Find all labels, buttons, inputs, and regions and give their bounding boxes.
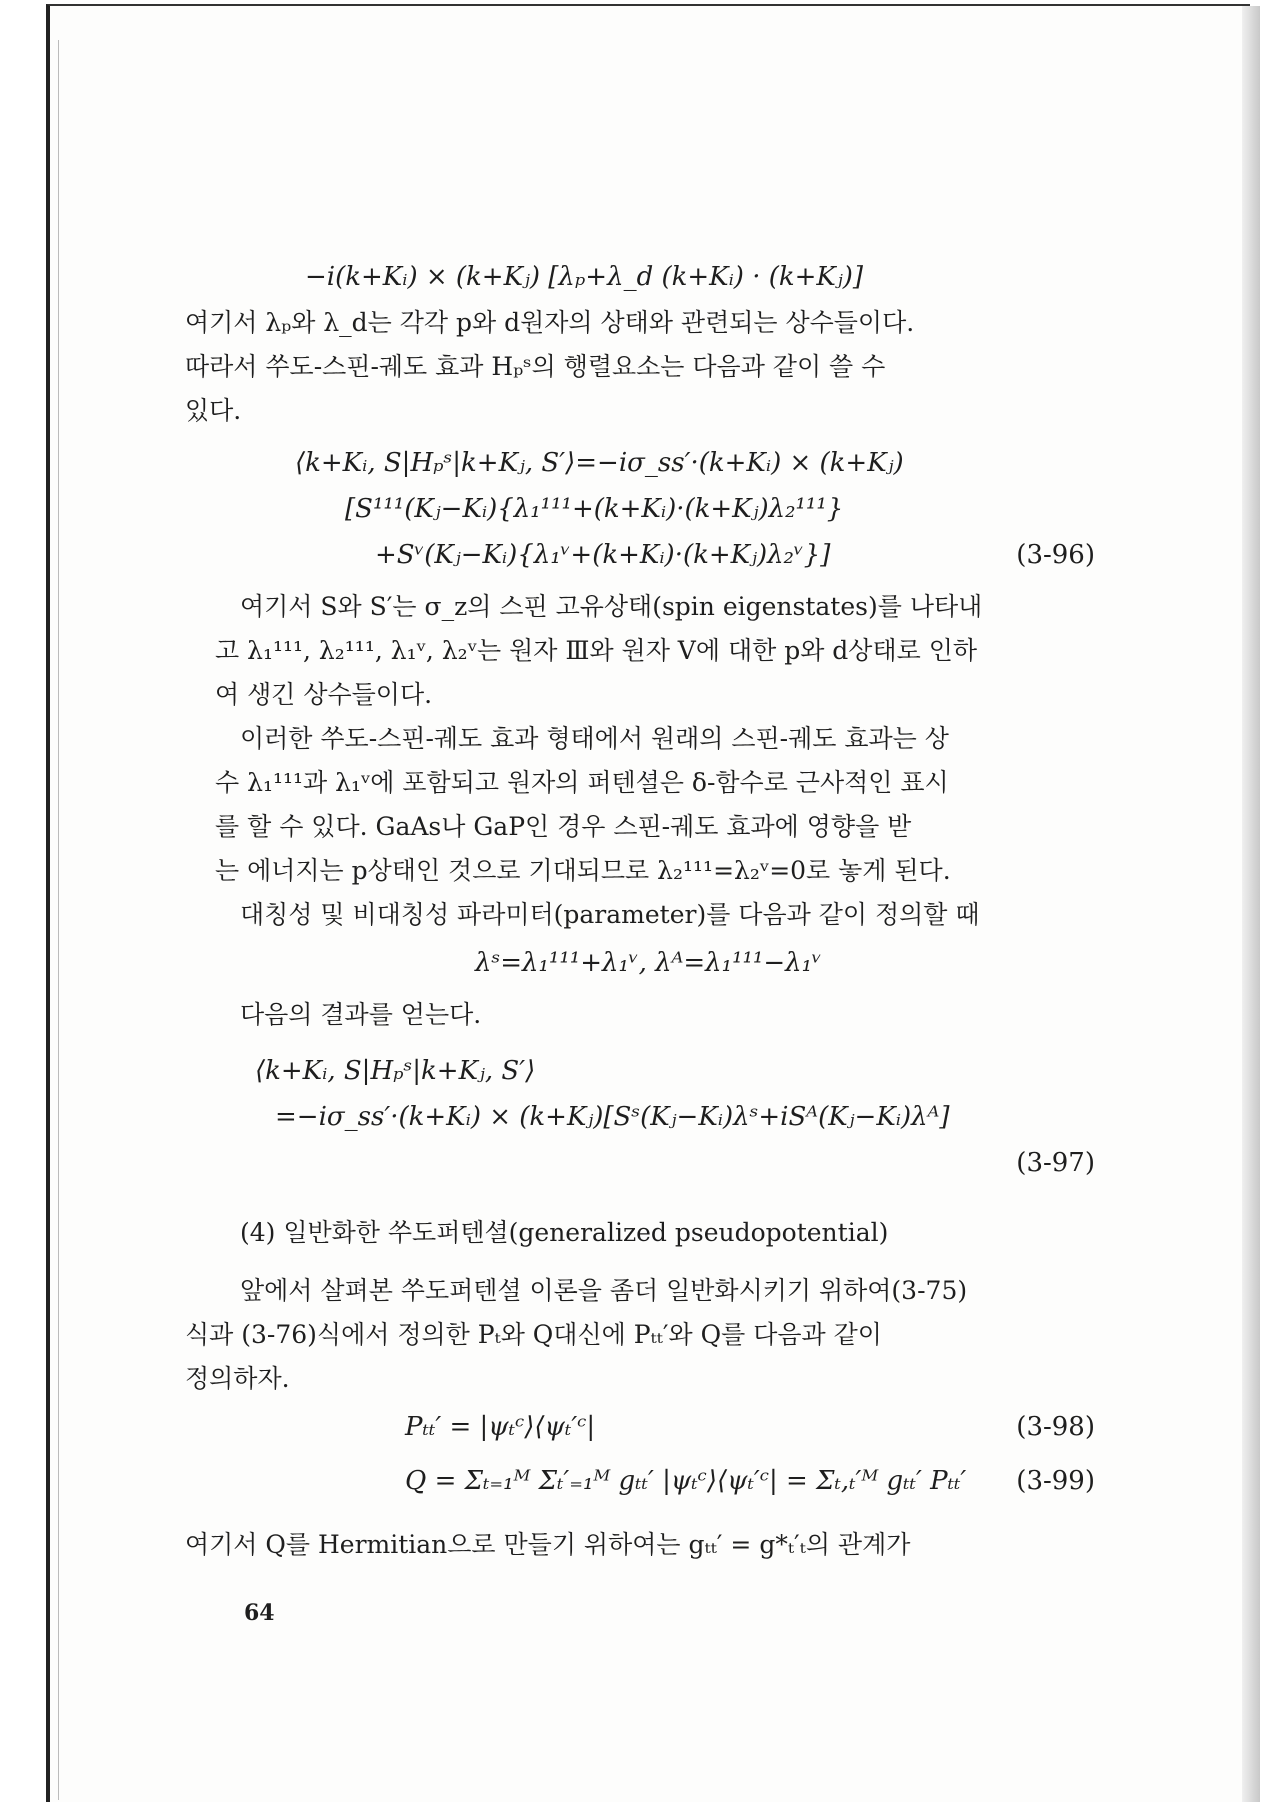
equation-3-97-line-2: =−iσ_ss′·(k+Kᵢ) × (k+Kⱼ)[Sˢ(Kⱼ−Kᵢ)λˢ+iSᴬ(Kⱼ−Kᵢ)λᴬ] [275, 1102, 950, 1132]
equation-number-3-96: (3-96) [1016, 540, 1095, 570]
page-content [185, 255, 1095, 1567]
paragraph-4-line-1: 대칭성 및 비대칭성 파라미터(parameter)를 다음과 같이 정의할 때 [240, 900, 980, 929]
equation-3-96-line-1: ⟨k+Kᵢ, S|Hₚˢ|k+Kⱼ, S′⟩=−iσ_ss′·(k+Kᵢ) × (k+Kⱼ) [295, 448, 904, 478]
equation-3-96-line-3: +Sᵛ(Kⱼ−Kᵢ){λ₁ᵛ+(k+Kᵢ)·(k+Kⱼ)λ₂ᵛ}] (3-96) [215, 533, 1095, 579]
equation-top: −i(k+Kᵢ) × (k+Kⱼ) [λₚ+λ_d (k+Kᵢ) · (k+Kⱼ)] [305, 262, 864, 292]
equation-3-99: Q = Σₜ₌₁ᴹ Σₜ′₌₁ᴹ gₜₜ′ |ψₜᶜ⟩⟨ψₜ′ᶜ| = Σₜ,ₜ′ᴹ gₜₜ′ Pₜₜ′ (3-99) [215, 1459, 1095, 1505]
equation-3-97-line-1: ⟨k+Kᵢ, S|Hₚˢ|k+Kⱼ, S′⟩ [255, 1056, 536, 1086]
equation-3-97-line-3 [215, 1141, 1095, 1187]
paragraph-6-line-2: 식과 (3-76)식에서 정의한 Pₜ와 Q대신에 Pₜₜ′와 Q를 다음과 같이 [185, 1320, 882, 1349]
paragraph-1-line-2: 따라서 쑤도-스핀-궤도 효과 Hₚˢ의 행렬요소는 다음과 같이 쓸 수 [185, 352, 886, 381]
paragraph-1-line-1: 여기서 λₚ와 λ_d는 각각 p와 d원자의 상태와 관련되는 상수들이다. [185, 308, 915, 337]
book-binding-edge [58, 40, 67, 1800]
paragraph-3-line-1: 이러한 쑤도-스핀-궤도 효과 형태에서 원래의 스핀-궤도 효과는 상 [240, 724, 949, 753]
equation-number-3-98: (3-98) [1016, 1412, 1095, 1442]
paragraph-2-line-3: 여 생긴 상수들이다. [215, 680, 433, 709]
equation-3-98: Pₜₜ′ = |ψₜᶜ⟩⟨ψₜ′ᶜ| (3-98) [215, 1405, 1095, 1451]
section-title: (4) 일반화한 쑤도퍼텐셜(generalized pseudopotential) [240, 1218, 889, 1247]
paragraph-5: 다음의 결과를 얻는다. [240, 1000, 482, 1029]
equation-number-3-99: (3-99) [1016, 1466, 1095, 1496]
paragraph-1-line-3: 있다. [185, 396, 242, 425]
paragraph-6-line-3: 정의하자. [185, 1364, 290, 1393]
paragraph-3-line-2: 수 λ₁¹¹¹과 λ₁ᵛ에 포함되고 원자의 퍼텐셜은 δ-함수로 근사적인 표시 [215, 768, 949, 797]
paragraph-2-line-2: 고 λ₁¹¹¹, λ₂¹¹¹, λ₁ᵛ, λ₂ᵛ는 원자 Ⅲ와 원자 Ⅴ에 대한 p와 d상태로 인하 [215, 636, 977, 665]
paragraph-6-line-1: 앞에서 살펴본 쑤도퍼텐셜 이론을 좀더 일반화시키기 위하여(3-75) [240, 1276, 968, 1305]
paragraph-2-line-1: 여기서 S와 S′는 σ_z의 스핀 고유상태(spin eigenstates)를 나타내 [240, 592, 983, 621]
paragraph-3-line-3: 를 할 수 있다. GaAs나 GaP인 경우 스핀-궤도 효과에 영향을 받 [215, 812, 912, 841]
paragraph-3-line-4: 는 에너지는 p상태인 것으로 기대되므로 λ₂¹¹¹=λ₂ᵛ=0로 놓게 된다. [215, 856, 951, 885]
paragraph-7: 여기서 Q를 Hermitian으로 만들기 위하여는 gₜₜ′ = g*ₜ′ₜ의 관계가 [185, 1530, 911, 1559]
equation-number-3-97: (3-97) [1016, 1148, 1095, 1178]
page-number: 64 [244, 1600, 275, 1626]
equation-3-96-line-2: [S¹¹¹(Kⱼ−Kᵢ){λ₁¹¹¹+(k+Kᵢ)·(k+Kⱼ)λ₂¹¹¹} [345, 494, 844, 524]
equation-symmetry-parameters: λˢ=λ₁¹¹¹+λ₁ᵛ, λᴬ=λ₁¹¹¹−λ₁ᵛ [475, 948, 822, 978]
